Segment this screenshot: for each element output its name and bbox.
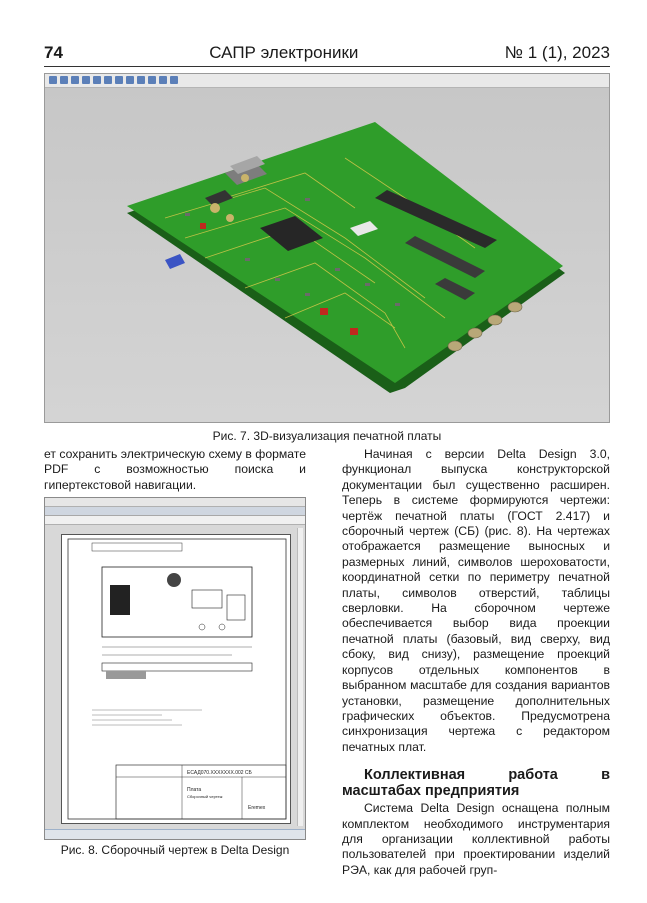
toolbar-icon[interactable] xyxy=(148,76,156,84)
pcb-3d-render xyxy=(45,88,609,422)
right-paragraph-2: Система Delta Design оснащена полным комплектом необходимого инструментария для организации коллективной работы пользователей при проектировании изделий РЭА, как для рабочей груп- xyxy=(342,801,610,877)
status-bar xyxy=(45,829,305,839)
journal-title: САПР электроники xyxy=(209,43,359,62)
drawing-company: Eremex xyxy=(248,805,266,811)
toolbar-icon[interactable] xyxy=(104,76,112,84)
figure7-caption: Рис. 7. 3D-визуализация печатной платы xyxy=(212,429,442,443)
vertical-scrollbar[interactable] xyxy=(297,528,303,826)
toolbar-icon[interactable] xyxy=(170,76,178,84)
right-column xyxy=(342,447,610,878)
page-number: 74 xyxy=(44,43,63,62)
section-title: Коллективная работа в масштабах предприятия xyxy=(342,767,610,800)
toolbar-icon[interactable] xyxy=(82,76,90,84)
drawing-toolbar xyxy=(45,516,305,525)
left-column xyxy=(44,447,306,493)
left-paragraph: ет сохранить электрическую схему в формате PDF с возможностью поиска и гипертекстовой навигации. xyxy=(44,447,306,492)
toolbar-icon[interactable] xyxy=(71,76,79,84)
toolbar-icon[interactable] xyxy=(60,76,68,84)
toolbar-icon[interactable] xyxy=(126,76,134,84)
right-paragraph-1: Начиная с версии Delta Design 3.0, функционал выпуска конструкторской документации был существенно расширен. Теперь в системе формируются чертежи: чертёж печатной платы (ГОСТ 2.417) и сборочный чертеж (СБ) (рис. 8). На чертежах отображается размещение выносных и размерных линий, символов шероховатости, координатной сетки по периметру печатной платы, символов отверстий, таблицы сверловки. На сборочном чертеже обеспечивается выбор вида проекции печатной платы (базовый, вид сверху, вид сбоку, вид снизу), размещение проекций корпусов отдельных компонентов в выбранном масштабе для создания вариантов установки, размещение дополнительных графических объектов. Предусмотрена синхронизация чертежа с редактором печатных плат. xyxy=(342,447,610,754)
drawing-code: ЕСАД070.XXXXXXX.002 СБ xyxy=(187,770,252,776)
figure-assembly-drawing xyxy=(44,497,306,840)
drawing-title: Плата xyxy=(187,787,202,793)
window-titlebar xyxy=(45,498,305,507)
drawing-subtitle: Сборочный чертеж xyxy=(187,794,223,799)
issue-number: № 1 (1), 2023 xyxy=(504,43,610,62)
drawing-sheet xyxy=(61,534,291,824)
toolbar-icon[interactable] xyxy=(159,76,167,84)
figure-3d-pcb xyxy=(44,73,610,423)
toolbar-icon[interactable] xyxy=(137,76,145,84)
viewer-toolbar xyxy=(45,74,609,88)
document-tabs[interactable] xyxy=(45,507,305,516)
header-rule xyxy=(44,66,610,67)
toolbar-icon[interactable] xyxy=(93,76,101,84)
toolbar-icon[interactable] xyxy=(115,76,123,84)
figure8-caption: Рис. 8. Сборочный чертеж в Delta Design xyxy=(60,843,290,857)
page-header xyxy=(44,40,610,66)
toolbar-icon[interactable] xyxy=(49,76,57,84)
drawing-content xyxy=(62,535,290,823)
